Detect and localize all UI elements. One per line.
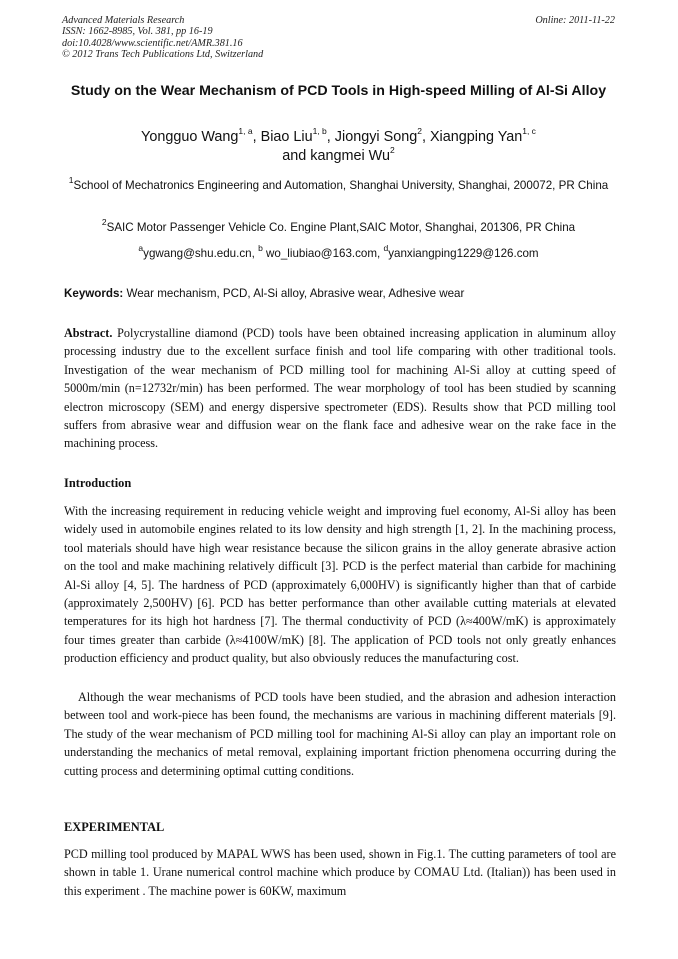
author-separator: , <box>421 129 430 145</box>
experimental-paragraph-1 <box>64 845 616 900</box>
abstract-text: Polycrystalline diamond (PCD) tools have been obtained increasing application in aluminum alloy processing industry due to the excellent surface finish and tool life comparing with other traditional tools. Investigation of the wear mechanism of PCD milling tool for machining Al-Si alloy at cutting speed of 5000m/min (n=12732r/min) has been performed. The wear morphology of tool has been studied by scanning electron microscopy (SEM) and energy dispersive spectrometer (EDS). Results show that PCD milling tool suffers from abrasive wear and diffusion wear on the flank face and adhesive wear on the rake face in the machining process. <box>64 326 616 451</box>
email-address: yanxiangping1229@126.com <box>388 247 539 260</box>
affiliation-text: School of Mechatronics Engineering and Automation, Shanghai University, Shanghai, 200072, PR China <box>73 179 609 192</box>
author-name: Jiongyi Song <box>334 129 418 145</box>
author-separator: , <box>252 129 261 145</box>
email-list <box>62 245 615 263</box>
introduction-paragraph-1 <box>64 502 616 668</box>
author-affiliation-mark: 1, b <box>312 126 327 137</box>
affiliation-1 <box>62 177 615 195</box>
email-separator: , <box>251 247 259 260</box>
experimental-heading: EXPERIMENTAL <box>64 820 165 834</box>
email-address: ygwang@shu.edu.cn <box>143 247 252 260</box>
paragraph-text: Although the wear mechanisms of PCD tools have been studied, and the abrasion and adhesion interaction between tool and work-piece has been found, the mechanisms are various in machining different materials [9]. The study of the wear mechanism of PCD milling tool for machining Al-Si alloy can play an important role on understanding the mechanics of metal removal, explaining important friction phenomena occurring during the cutting process and determining optimal cutting conditions. <box>64 690 616 778</box>
author-separator: , <box>326 129 335 145</box>
email-separator: , <box>377 247 384 260</box>
paper-title: Study on the Wear Mechanism of PCD Tools in High-speed Milling of Al-Si Alloy <box>70 83 607 99</box>
email-mark: d <box>383 243 389 254</box>
affiliation-mark: 1 <box>68 175 74 186</box>
abstract <box>64 324 616 453</box>
author-name: kangmei Wu <box>310 147 390 164</box>
introduction-paragraph-2 <box>64 688 616 780</box>
author-separator: and <box>282 147 311 164</box>
journal-name: Advanced Materials Research <box>62 15 185 26</box>
email-mark: b <box>258 243 263 254</box>
copyright-line: © 2012 Trans Tech Publications Ltd, Switzerland <box>62 49 264 61</box>
abstract-label: Abstract. <box>64 326 113 340</box>
paragraph-text: With the increasing requirement in reducing vehicle weight and improving fuel economy, Al-Si alloy has been widely used in automobile engines related to its low density and high strength [1, 2]. In the machining process, tool materials should have high wear resistance because the silicon grains in the alloy generate abrasive action on the tool and make machining relatively difficult [3]. PCD is the perfect material than carbide for machining Al-Si alloy [4, 5]. The hardness of PCD (approximately 6,000HV) is significantly higher than that of carbide (approximately 2,500HV) [6]. PCD has better performance than other available cutting materials at elevated temperatures for its high hot hardness [7]. The thermal conductivity of PCD (λ≈400W/mK) is approximately four times greater than carbide (λ≈4100W/mK) [8]. The application of PCD tools not only greatly enhances production efficiency and product quality, but also obviously reduces the manufacturing cost. <box>64 504 616 666</box>
email-address: wo_liubiao@163.com <box>262 247 378 260</box>
affiliation-2 <box>62 219 615 237</box>
author-list <box>62 128 615 165</box>
keywords <box>64 286 616 302</box>
author-name: Yongguo Wang <box>141 129 239 145</box>
affiliation-mark: 2 <box>101 217 107 228</box>
author-affiliation-mark: 2 <box>417 126 422 137</box>
introduction-heading: Introduction <box>64 476 132 490</box>
author-affiliation-mark: 1, c <box>522 126 536 137</box>
email-mark: a <box>138 243 144 254</box>
issn-line: ISSN: 1662-8985, Vol. 381, pp 16-19 <box>62 26 213 38</box>
author-affiliation-mark: 2 <box>390 144 395 155</box>
online-date: Online: 2011-11-22 <box>535 15 615 26</box>
author-affiliation-mark: 1, a <box>238 126 253 137</box>
journal-header <box>62 15 615 61</box>
affiliation-text: SAIC Motor Passenger Vehicle Co. Engine Plant,SAIC Motor, Shanghai, 201306, PR China <box>106 221 576 234</box>
author-name: Xiangping Yan <box>429 129 523 145</box>
doi-line: doi:10.4028/www.scientific.net/AMR.381.16 <box>62 37 243 49</box>
paragraph-text: PCD milling tool produced by MAPAL WWS has been used, shown in Fig.1. The cutting parameters of tool are shown in table 1. Urane numerical control machine which produce by COMAU Ltd. (Italian)) has been used in this experiment . The machine power is 60KW, maximum <box>64 847 616 898</box>
author-name: Biao Liu <box>260 129 313 145</box>
keywords-text: Wear mechanism, PCD, Al-Si alloy, Abrasive wear, Adhesive wear <box>123 287 465 300</box>
keywords-label: Keywords: <box>64 287 124 300</box>
